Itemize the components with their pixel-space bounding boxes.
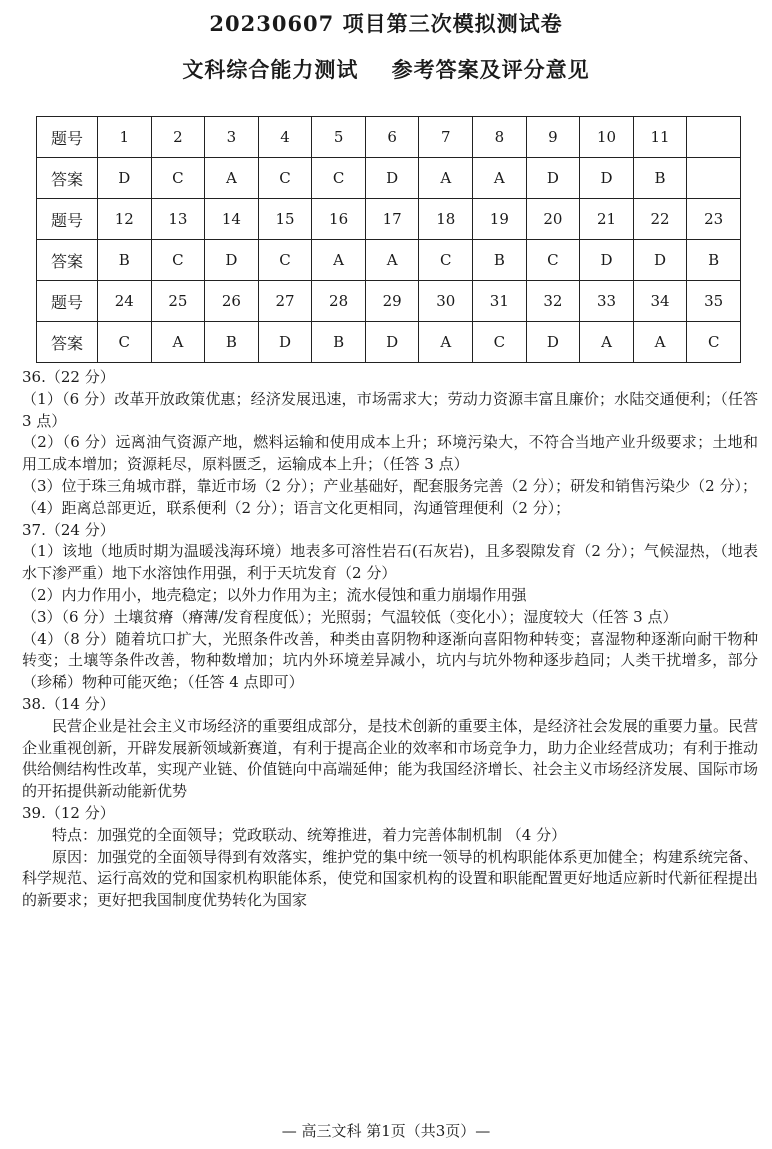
answer-cell: 31	[473, 281, 527, 322]
row-header: 题号	[37, 281, 98, 322]
answer-cell: D	[580, 158, 634, 199]
document-title: 20230607 项目第三次模拟测试卷	[209, 11, 563, 36]
answer-cell: C	[151, 240, 205, 281]
answer-cell: 13	[151, 199, 205, 240]
answer-paragraph: （1）（6 分）改革开放政策优惠；经济发展迅速，市场需求大；劳动力资源丰富且廉价；水陆交通便利；（任答 3 点）	[22, 389, 758, 430]
row-header: 答案	[37, 158, 98, 199]
answer-cell: B	[205, 322, 259, 363]
answer-cell: A	[151, 322, 205, 363]
answer-cell: 16	[312, 199, 366, 240]
answer-paragraph: （2）内力作用小，地壳稳定；以外力作用为主；流水侵蚀和重力崩塌作用强	[22, 585, 527, 604]
answer-cell: 32	[526, 281, 580, 322]
answer-cell: D	[98, 158, 152, 199]
answer-cell: B	[633, 158, 687, 199]
answer-cell: 11	[633, 117, 687, 158]
answer-cell: 10	[580, 117, 634, 158]
answer-paragraph: 37.（24 分）	[22, 520, 115, 539]
answer-cell: C	[526, 240, 580, 281]
row-header: 答案	[37, 240, 98, 281]
answer-paragraph: （3）（6 分）土壤贫瘠（瘠薄/发育程度低）；光照弱；气温较低（变化小）；湿度较大（任答 3 点）	[22, 607, 678, 626]
answer-cell: 14	[205, 199, 259, 240]
answer-cell: C	[258, 158, 312, 199]
answer-cell: 26	[205, 281, 259, 322]
answer-cell: 29	[365, 281, 419, 322]
answer-cell: A	[312, 240, 366, 281]
answer-cell: 24	[98, 281, 152, 322]
answer-cell	[687, 158, 741, 199]
answer-cell: 17	[365, 199, 419, 240]
answer-cell: 35	[687, 281, 741, 322]
answer-table-row	[37, 158, 741, 199]
answer-paragraph: 原因：加强党的全面领导得到有效落实，维护党的集中统一领导的机构职能体系更加健全；构建系统完备、科学规范、运行高效的党和国家机构职能体系，使党和国家机构的设置和职能配置更好地适应新时代新征程提出的新要求；更好把我国制度优势转化为国家	[22, 847, 758, 910]
answer-cell: 9	[526, 117, 580, 158]
answer-cell: 1	[98, 117, 152, 158]
answer-cell: 20	[526, 199, 580, 240]
answer-paragraph: （1）该地（地质时期为温暖浅海环境）地表多可溶性岩石(石灰岩)，且多裂隙发育（2 分）；气候湿热，（地表水下渗严重）地下水溶蚀作用强，利于天坑发育（2 分）	[22, 542, 758, 583]
row-header: 题号	[37, 199, 98, 240]
answer-table	[36, 116, 741, 363]
answer-cell: 30	[419, 281, 473, 322]
answer-cell: A	[580, 322, 634, 363]
answer-table-row	[37, 281, 741, 322]
answer-cell: 5	[312, 117, 366, 158]
answer-cell: C	[98, 322, 152, 363]
answer-cell: 3	[205, 117, 259, 158]
answer-cell: B	[687, 240, 741, 281]
answer-paragraph: （2）（6 分）远离油气资源产地，燃料运输和使用成本上升；环境污染大，不符合当地产业升级要求；土地和用工成本增加；资源耗尽，原料匮乏，运输成本上升；（任答 3 点）	[22, 433, 758, 474]
page-footer: — 高三文科 第1页（共3页）—	[281, 1122, 491, 1140]
answer-cell: D	[365, 158, 419, 199]
answer-cell: D	[526, 322, 580, 363]
answer-cell: 33	[580, 281, 634, 322]
row-header: 题号	[37, 117, 98, 158]
answer-cell: D	[365, 322, 419, 363]
answer-cell: A	[473, 158, 527, 199]
answer-cell: 25	[151, 281, 205, 322]
answer-table-row	[37, 240, 741, 281]
answer-paragraph: （3）位于珠三角城市群，靠近市场（2 分）；产业基础好，配套服务完善（2 分）；研发和销售污染少（2 分）；	[22, 476, 757, 495]
answer-cell: B	[312, 322, 366, 363]
answer-paragraph: 特点：加强党的全面领导；党政联动、统筹推进，着力完善体制机制 （4 分）	[52, 825, 567, 844]
answer-cell: 27	[258, 281, 312, 322]
answer-cell: 7	[419, 117, 473, 158]
answer-cell: C	[473, 322, 527, 363]
answer-cell: 15	[258, 199, 312, 240]
answer-cell: 23	[687, 199, 741, 240]
answer-paragraph: 38.（14 分）	[22, 694, 115, 713]
answer-cell: A	[205, 158, 259, 199]
answer-paragraph: 民营企业是社会主义市场经济的重要组成部分，是技术创新的重要主体，是经济社会发展的重要力量。民营企业重视创新，开辟发展新领域新赛道，有利于提高企业的效率和市场竞争力，助力企业经营成功；有利于推动供给侧结构性改革，实现产业链、价值链向中高端延伸；能为我国经济增长、社会主义市场经济发展、国际市场的开拓提供新动能新优势	[22, 716, 758, 801]
answer-cell: A	[419, 322, 473, 363]
answer-cell: 8	[473, 117, 527, 158]
answer-cell: 12	[98, 199, 152, 240]
answer-table-row	[37, 199, 741, 240]
answer-cell: C	[687, 322, 741, 363]
answer-paragraph: （4）距离总部更近，联系便利（2 分）；语言文化更相同，沟通管理便利（2 分）；	[22, 498, 571, 517]
answer-cell: 4	[258, 117, 312, 158]
answer-content	[22, 367, 758, 912]
answer-cell: 21	[580, 199, 634, 240]
answer-cell: D	[526, 158, 580, 199]
answer-cell: C	[312, 158, 366, 199]
answer-cell: A	[633, 322, 687, 363]
document-subtitle: 文科综合能力测试 参考答案及评分意见	[182, 57, 590, 82]
answer-table-row	[37, 117, 741, 158]
answer-paragraph: 36.（22 分）	[22, 368, 115, 386]
answer-cell: D	[258, 322, 312, 363]
answer-cell: B	[473, 240, 527, 281]
answer-cell: 6	[365, 117, 419, 158]
answer-paragraph: （4）（8 分）随着坑口扩大，光照条件改善，种类由喜阴物种逐渐向喜阳物种转变；喜湿物种逐渐向耐干物种转变；土壤等条件改善，物种数增加；坑内外环境差异减小，坑内与坑外物种逐步趋同；人类干扰增多，部分（珍稀）物种可能灭绝；（任答 4 点即可）	[22, 629, 758, 692]
answer-cell: A	[365, 240, 419, 281]
row-header: 答案	[37, 322, 98, 363]
answer-table-row	[37, 322, 741, 363]
answer-cell: 18	[419, 199, 473, 240]
answer-cell: C	[258, 240, 312, 281]
answer-cell: B	[98, 240, 152, 281]
answer-cell: 2	[151, 117, 205, 158]
answer-cell: A	[419, 158, 473, 199]
answer-cell	[687, 117, 741, 158]
answer-cell: 19	[473, 199, 527, 240]
answer-cell: D	[205, 240, 259, 281]
answer-cell: D	[580, 240, 634, 281]
answer-cell: C	[151, 158, 205, 199]
answer-cell: 34	[633, 281, 687, 322]
answer-cell: C	[419, 240, 473, 281]
answer-cell: 22	[633, 199, 687, 240]
answer-cell: D	[633, 240, 687, 281]
answer-cell: 28	[312, 281, 366, 322]
answer-paragraph: 39.（12 分）	[22, 803, 115, 822]
